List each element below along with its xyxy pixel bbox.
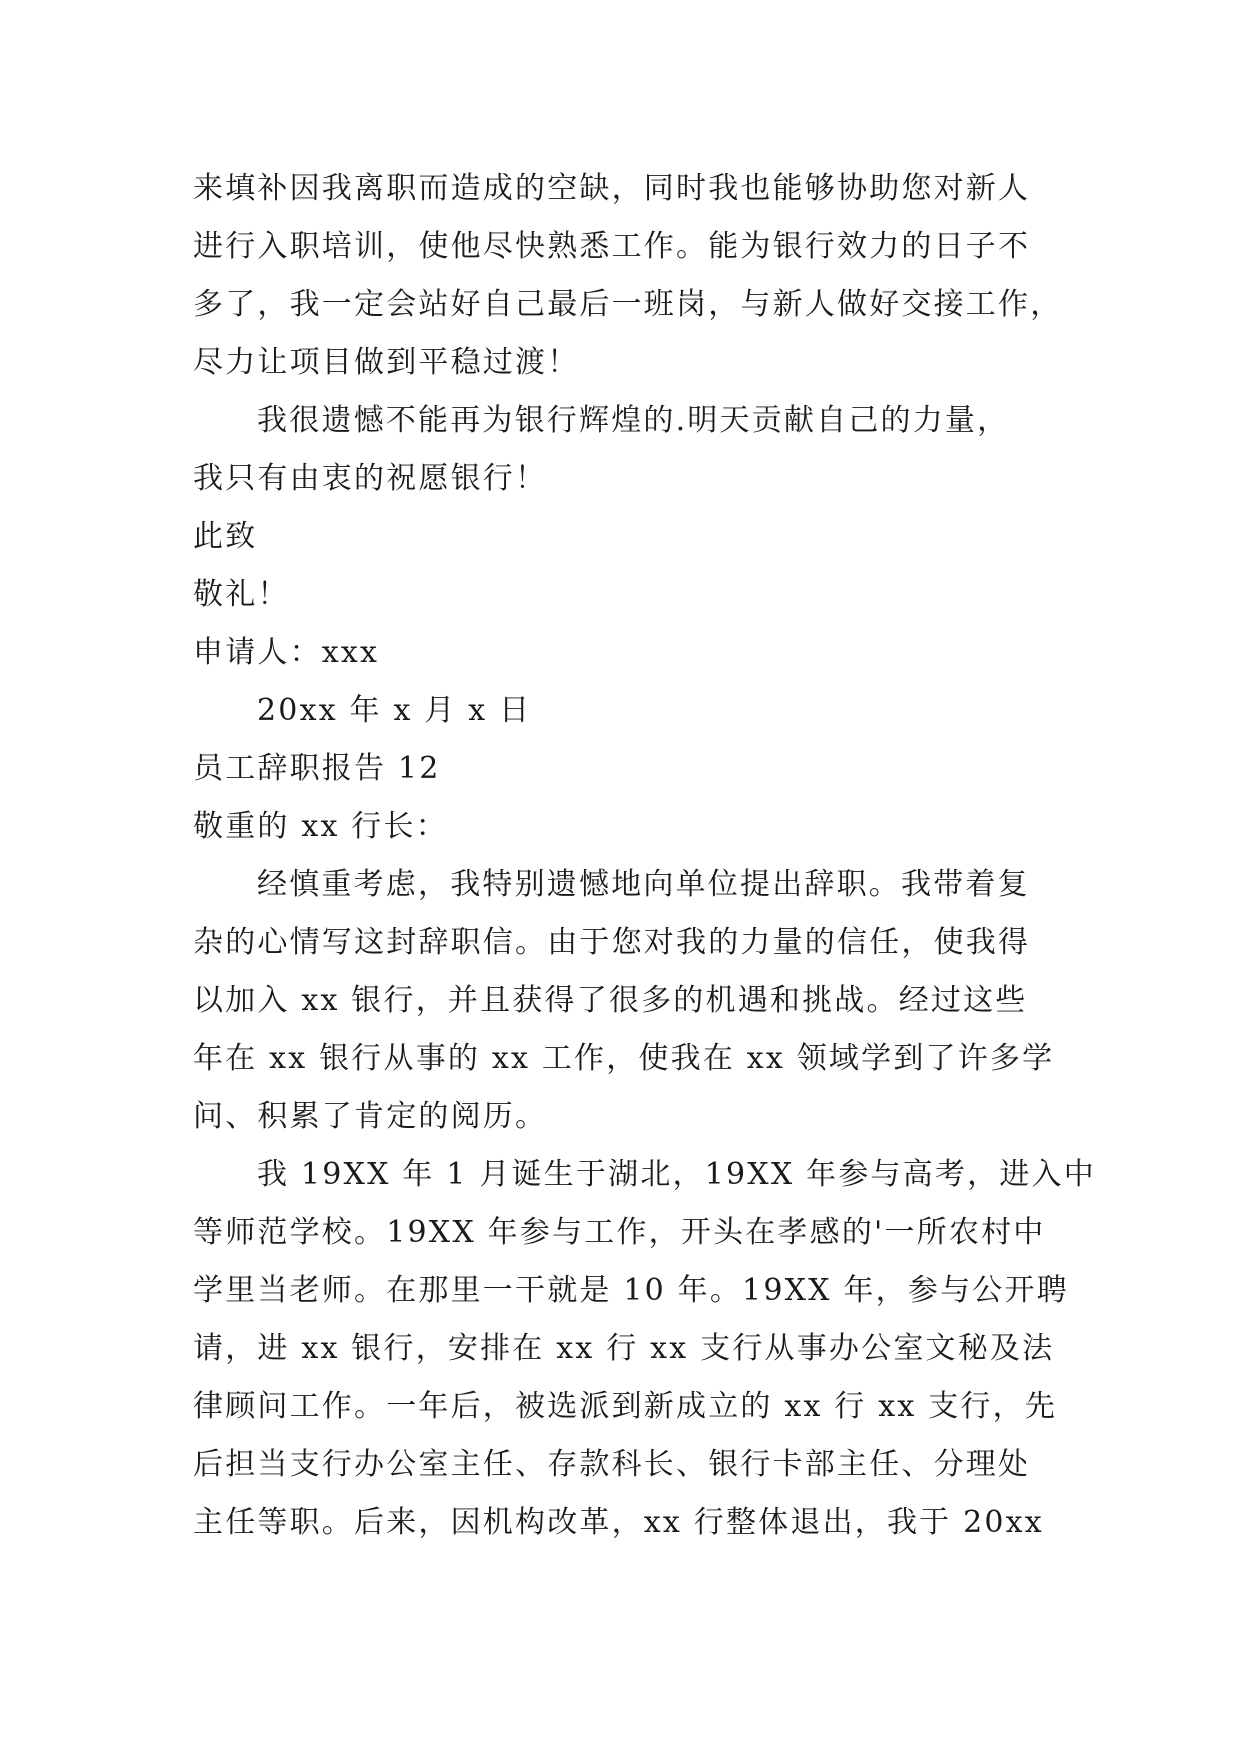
- text-line: 年在 xx 银行从事的 xx 工作，使我在 xx 领域学到了许多学: [193, 1041, 1055, 1076]
- text-line: 敬重的 xx 行长：: [193, 809, 448, 844]
- text-line: 问、积累了肯定的阅历。: [193, 1099, 548, 1134]
- text-line: 请，进 xx 银行，安排在 xx 行 xx 支行从事办公室文秘及法: [193, 1331, 1055, 1366]
- text-line: 我只有由衷的祝愿银行！: [193, 461, 548, 496]
- text-line: 申请人：xxx: [193, 635, 380, 670]
- text-line: 杂的心情写这封辞职信。由于您对我的力量的信任，使我得: [193, 925, 1031, 960]
- text-line: 学里当老师。在那里一干就是 10 年。19XX 年，参与公开聘: [193, 1273, 1069, 1308]
- text-line: 以加入 xx 银行，并且获得了很多的机遇和挑战。经过这些: [193, 983, 1028, 1018]
- text-line: 员工辞职报告 12: [193, 751, 441, 786]
- text-line: 来填补因我离职而造成的空缺，同时我也能够协助您对新人: [193, 171, 1031, 206]
- text-line: 后担当支行办公室主任、存款科长、银行卡部主任、分理处: [193, 1447, 1031, 1482]
- document-body: [193, 160, 1096, 1552]
- text-line: 等师范学校。19XX 年参与工作，开头在孝感的'一所农村中: [193, 1215, 1046, 1250]
- text-line: 尽力让项目做到平稳过渡！: [193, 345, 580, 380]
- text-line: 经慎重考虑，我特别遗憾地向单位提出辞职。我带着复: [257, 867, 1030, 902]
- text-line: 敬礼！: [193, 577, 290, 612]
- text-line: 多了，我一定会站好自己最后一班岗，与新人做好交接工作，: [193, 287, 1063, 322]
- text-line: 进行入职培训，使他尽快熟悉工作。能为银行效力的日子不: [193, 229, 1031, 264]
- text-line: 我 19XX 年 1 月诞生于湖北，19XX 年参与高考，进入中: [257, 1157, 1096, 1192]
- text-line: 主任等职。后来，因机构改革，xx 行整体退出，我于 20xx: [193, 1505, 1044, 1540]
- text-line: 此致: [193, 519, 258, 554]
- text-line: 律顾问工作。一年后，被选派到新成立的 xx 行 xx 支行，先: [193, 1389, 1058, 1424]
- text-line: 20xx 年 x 月 x 日: [257, 693, 532, 728]
- text-line: 我很遗憾不能再为银行辉煌的.明天贡献自己的力量，: [257, 403, 1010, 438]
